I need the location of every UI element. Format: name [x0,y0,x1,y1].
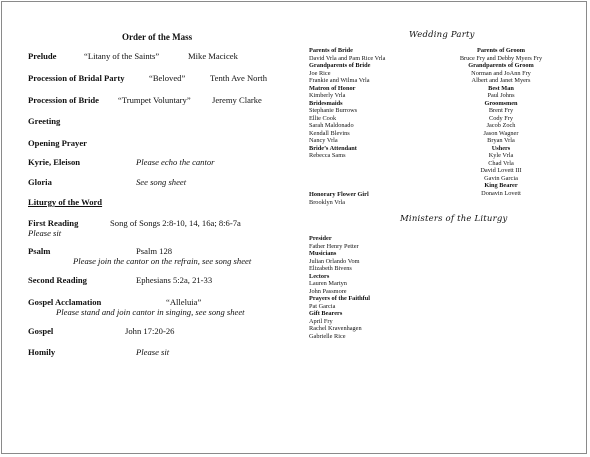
bride-side-name: Sarah Maldonado [309,122,354,129]
procession-bride-piece: “Trumpet Voluntary” [118,95,191,105]
procession-bride-label: Procession of Bride [28,95,99,105]
groom-side-name: Albert and Janet Myers [471,77,531,84]
ministers-title: Ministers of the Liturgy [400,214,508,224]
bride-side-name: Nancy Vrla [309,137,338,144]
greeting-label: Greeting [28,116,61,126]
groom-side-role: Groomsmen [484,99,518,107]
groom-side-name: Donavin Lovett [481,189,521,197]
groom-side-name: Gavin Garcia [484,174,518,182]
bride-side-role: Matron of Honor [309,84,356,92]
bride-side-name: Rebecca Sams [309,152,346,159]
first-reading-label: First Reading [28,218,79,228]
gloria-label: Gloria [28,177,52,187]
bride-side-name: Kendall Blevins [309,129,350,137]
groom-side-role: Parents of Groom [476,47,526,54]
liturgy-of-word-heading: Liturgy of the Word [28,197,103,207]
groom-side-name: Norman and JoAnn Fry [471,69,531,77]
bride-side-name: Frankie and Wilma Vrla [309,77,370,84]
procession-bridal-label: Procession of Bridal Party [28,73,125,83]
groom-side-name: Chad Vrla [488,159,514,167]
procession-bridal-performer: Tenth Ave North [210,73,267,83]
psalm-label: Psalm [28,246,51,256]
order-of-mass-title: Order of the Mass [122,32,193,42]
bride-side-name: David Vrla and Pam Rice Vrla [309,54,386,62]
groom-side-name: David Lovett III [480,167,522,174]
honorary-role: Honorary Flower Girl [309,191,369,198]
minister-role: Prayers of the Faithful [309,295,371,302]
groom-side-name: Brent Fry [488,107,514,114]
honorary-name: Brooklyn Vrla [309,198,346,206]
groom-side-role: Ushers [491,144,511,152]
bride-side-name: Kimberly Vrla [309,92,346,99]
groom-side-name: Jason Wagner [483,129,519,137]
opening-prayer-label: Opening Prayer [28,138,87,148]
minister-role: Gift Bearers [309,310,343,317]
kyrie-label: Kyrie, Eleison [28,157,81,167]
groom-side-role: Grandparents of Groom [468,62,534,69]
minister-name: Father Henry Petter [309,242,359,250]
prelude-piece: “Litany of the Saints” [84,51,160,61]
wedding-party-title: Wedding Party [409,30,475,40]
gospel-acclamation-label: Gospel Acclamation [28,297,102,307]
psalm-note: Please join the cantor on the refrain, see song sheet [73,256,252,266]
gospel-acclamation-text: “Alleluia” [166,297,202,307]
bride-side-role: Grandparents of Bride [309,62,371,69]
minister-name: Lauren Martyn [309,280,347,287]
program-page [1,1,587,454]
minister-name: Elizabeth Bivens [309,265,352,272]
groom-side-name: Paul Johns [487,92,515,99]
homily-label: Homily [28,347,56,357]
second-reading-text: Ephesians 5:2a, 21-33 [136,275,213,285]
honorary-list [309,191,369,206]
minister-name: Rachel Kravenhagen [309,325,362,332]
procession-bridal-piece: “Beloved” [149,73,186,83]
groom-side-name: Bruce Fry and Debby Myers Fry [459,54,543,62]
groom-side-name: Jacob Zoch [486,122,516,129]
minister-role: Musicians [309,250,337,257]
minister-name: John Passmore [309,287,347,295]
minister-name: Pat Garcia [309,302,336,310]
groom-side-role: Best Man [488,84,514,92]
minister-name: April Fry [309,317,333,325]
bride-side-name: Joe Rice [309,69,331,77]
bride-side-list [309,47,385,160]
groom-side-name: Cody Fry [489,114,513,122]
bride-side-name: Ellie Cook [309,114,337,122]
homily-note: Please sit [136,347,170,357]
gospel-text: John 17:20-26 [125,326,175,336]
minister-name: Julian Orlando Vom [309,257,360,265]
bride-side-name: Stephanie Burrows [309,107,358,114]
psalm-text: Psalm 128 [136,246,173,256]
groom-side-name: Kyle Vrla [488,152,514,159]
gloria-note: See song sheet [136,177,187,187]
groom-side-name: Bryan Vrla [487,137,515,144]
groom-side-role: King Bearer [484,182,518,189]
bride-side-role: Parents of Bride [309,47,353,54]
kyrie-note: Please echo the cantor [136,157,215,167]
gospel-label: Gospel [28,326,54,336]
ministers-list [309,235,370,340]
first-reading-text: Song of Songs 2:8-10, 14, 16a; 8:6-7a [110,218,241,228]
bride-side-role: Bridesmaids [309,99,343,107]
first-reading-note: Please sit [28,228,62,238]
minister-role: Lectors [309,272,330,280]
prelude-label: Prelude [28,51,57,61]
minister-role: Presider [309,235,332,242]
bride-side-role: Bride’s Attendant [309,144,357,152]
prelude-performer: Mike Macicek [188,51,238,61]
gospel-acclamation-note: Please stand and join cantor in singing, see song sheet [56,307,245,317]
second-reading-label: Second Reading [28,275,87,285]
groom-side-list [446,47,556,197]
minister-name: Gabrielle Rice [309,332,346,340]
procession-bride-performer: Jeremy Clarke [212,95,262,105]
